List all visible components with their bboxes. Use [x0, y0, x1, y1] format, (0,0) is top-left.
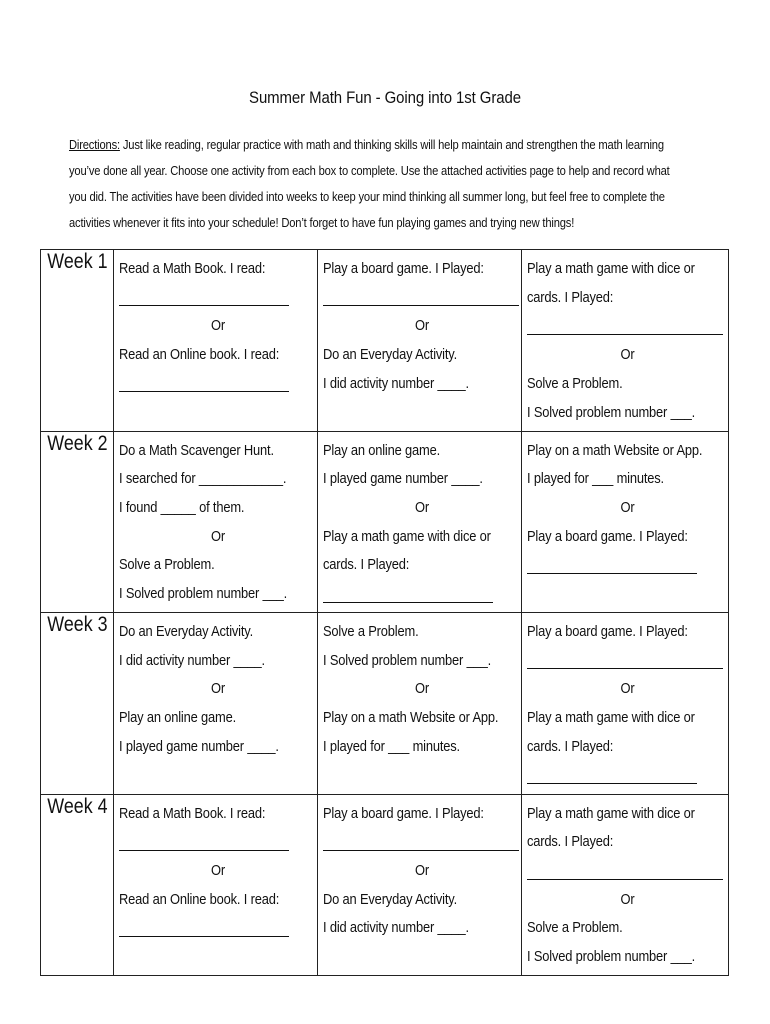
- or-separator: Or: [414, 317, 429, 335]
- activity-line: Play a math game with dice or: [527, 260, 695, 277]
- activity-table: [40, 249, 729, 976]
- activity-line: Do an Everyday Activity.: [119, 623, 254, 640]
- activity-line: I searched for ____________.: [119, 470, 287, 488]
- activity-box: [114, 431, 318, 613]
- activity-line: Solve a Problem.: [527, 919, 623, 937]
- activity-line: Do an Everyday Activity.: [323, 890, 458, 908]
- or-separator: Or: [210, 527, 225, 545]
- answer-blank[interactable]: [323, 284, 521, 313]
- directions-paragraph: [69, 132, 684, 236]
- activity-line: I Solved problem number ___.: [119, 585, 288, 603]
- or-separator: Or: [210, 680, 225, 698]
- activity-line: Solve a Problem.: [527, 374, 623, 392]
- activity-line: I Solved problem number ___.: [527, 403, 696, 421]
- or-separator: Or: [620, 346, 635, 364]
- directions-label: Directions:: [69, 137, 120, 152]
- answer-blank[interactable]: [527, 647, 728, 676]
- activity-line: cards. I Played:: [527, 833, 614, 851]
- activity-line: Play a math game with dice or: [323, 527, 491, 545]
- or-separator: Or: [210, 317, 225, 335]
- activity-line: I found _____ of them.: [119, 498, 245, 516]
- activity-line: Play a board game. I Played:: [527, 623, 688, 640]
- activity-line: Read an Online book. I read:: [119, 890, 280, 908]
- activity-line: I played game number ____.: [119, 737, 279, 755]
- answer-blank[interactable]: [119, 370, 317, 399]
- directions-text: Just like reading, regular practice with math and thinking skills will help maintain and strengthen the math learning you’ve done all year. Choose one activity from each box to complete. Use the attached activities page to help and record what you did. The activities have been divided into weeks to keep your mind thinking all summer long, but feel free to complete the activities whenever it fits into your schedule! Don’t forget to have fun playing games and trying new things!: [69, 137, 670, 230]
- activity-line: Play an online game.: [119, 709, 237, 727]
- activity-box: [114, 794, 318, 976]
- activity-line: I did activity number ____.: [323, 919, 469, 937]
- activity-box: [522, 250, 729, 432]
- or-separator: Or: [414, 680, 429, 698]
- activity-line: cards. I Played:: [323, 556, 410, 574]
- activity-line: Play on a math Website or App.: [323, 709, 499, 727]
- activity-line: Do an Everyday Activity.: [323, 346, 458, 364]
- activity-line: Read a Math Book. I read:: [119, 804, 266, 822]
- week-label-cell: [41, 794, 114, 976]
- activity-line: Play an online game.: [323, 441, 441, 459]
- week-label: Week 3: [46, 613, 108, 636]
- activity-line: Read an Online book. I read:: [119, 346, 280, 364]
- week-label: Week 2: [46, 431, 108, 455]
- activity-line: I played for ___ minutes.: [323, 737, 460, 755]
- activity-line: I did activity number ____.: [323, 374, 469, 392]
- or-separator: Or: [620, 680, 635, 698]
- activity-line: Play a math game with dice or: [527, 709, 695, 727]
- activity-line: cards. I Played:: [527, 737, 614, 755]
- page-title: Summer Math Fun - Going into 1st Grade: [249, 88, 521, 107]
- activity-line: Play on a math Website or App.: [527, 441, 703, 459]
- week-label: Week 1: [46, 250, 108, 273]
- activity-line: Solve a Problem.: [323, 623, 419, 640]
- activity-box: [114, 250, 318, 432]
- week-label: Week 4: [46, 794, 108, 818]
- answer-blank[interactable]: [323, 828, 521, 857]
- or-separator: Or: [620, 498, 635, 516]
- week-row: [41, 250, 729, 432]
- activity-line: Solve a Problem.: [119, 556, 215, 574]
- activity-line: I did activity number ____.: [119, 651, 265, 669]
- activity-line: I Solved problem number ___.: [527, 948, 696, 965]
- week-label-cell: [41, 613, 114, 795]
- activity-line: Play a board game. I Played:: [323, 260, 484, 277]
- activity-box: [522, 431, 729, 613]
- answer-blank[interactable]: [119, 284, 317, 313]
- answer-blank[interactable]: [527, 857, 728, 886]
- activity-box: [318, 613, 522, 795]
- activity-box: [522, 613, 729, 795]
- or-separator: Or: [620, 890, 635, 908]
- activity-box: [318, 250, 522, 432]
- activity-box: [522, 794, 729, 976]
- answer-blank[interactable]: [119, 914, 317, 943]
- week-label-cell: [41, 250, 114, 432]
- or-separator: Or: [414, 861, 429, 879]
- week-row: [41, 613, 729, 795]
- activity-line: Play a math game with dice or: [527, 804, 695, 822]
- activity-box: [114, 613, 318, 795]
- activity-line: Do a Math Scavenger Hunt.: [119, 441, 274, 459]
- week-label-cell: [41, 431, 114, 613]
- answer-blank[interactable]: [527, 762, 728, 791]
- week-row: [41, 794, 729, 976]
- or-separator: Or: [210, 861, 225, 879]
- week-row: [41, 431, 729, 613]
- answer-blank[interactable]: [527, 551, 728, 580]
- activity-line: Read a Math Book. I read:: [119, 260, 266, 277]
- activity-line: Play a board game. I Played:: [527, 527, 688, 545]
- answer-blank[interactable]: [323, 580, 521, 609]
- activity-line: I played for ___ minutes.: [527, 470, 664, 488]
- activity-line: Play a board game. I Played:: [323, 804, 484, 822]
- or-separator: Or: [414, 498, 429, 516]
- activity-box: [318, 431, 522, 613]
- answer-blank[interactable]: [527, 312, 728, 341]
- activity-box: [318, 794, 522, 976]
- activity-line: I Solved problem number ___.: [323, 651, 492, 669]
- activity-line: cards. I Played:: [527, 288, 614, 306]
- answer-blank[interactable]: [119, 828, 317, 857]
- activity-line: I played game number ____.: [323, 470, 483, 488]
